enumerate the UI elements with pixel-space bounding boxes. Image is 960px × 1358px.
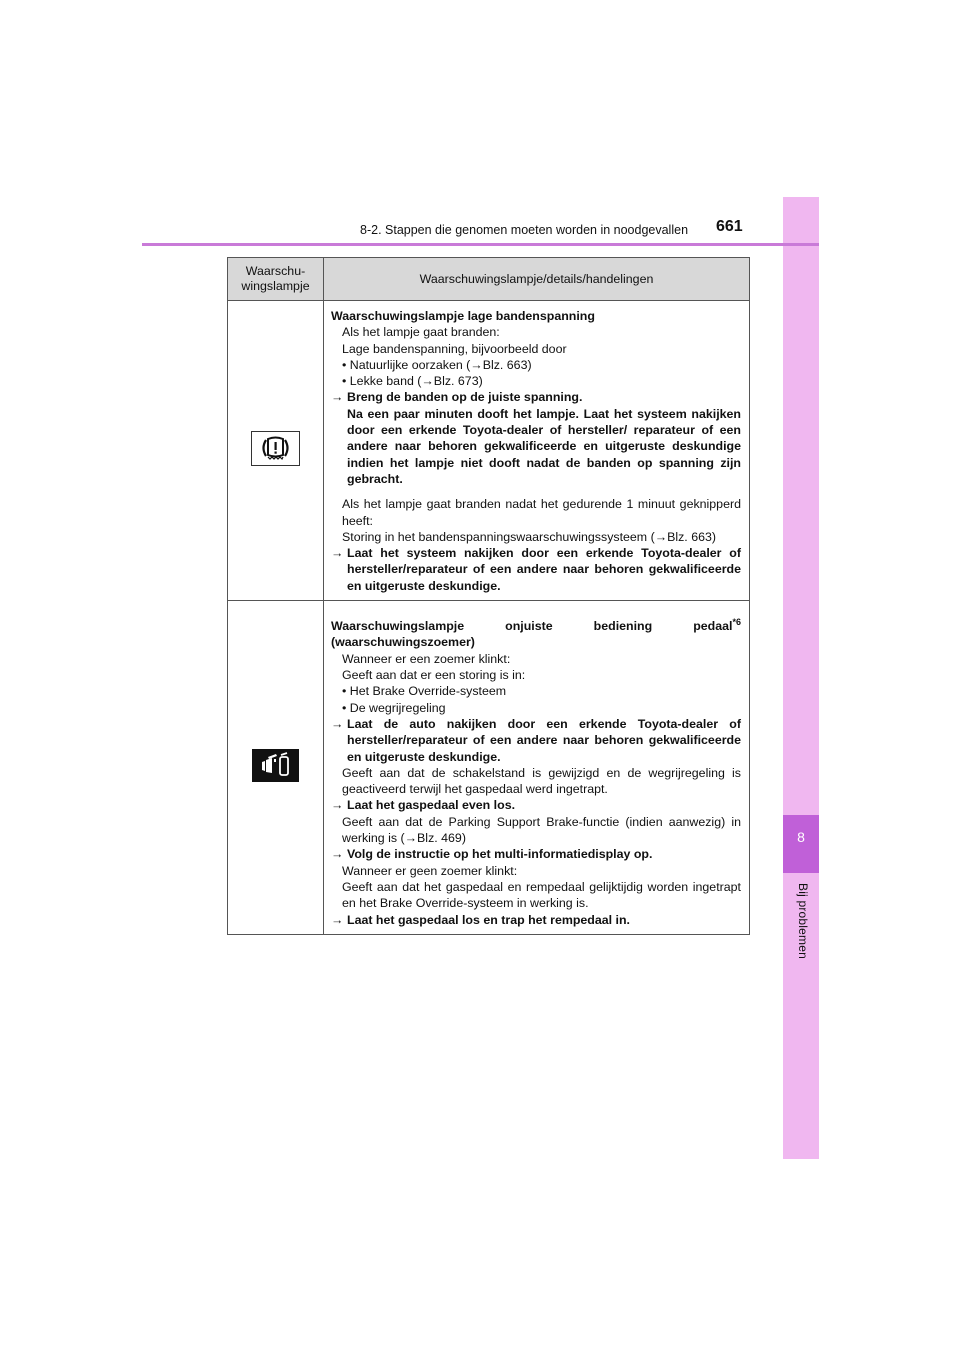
side-tab-number: 8 [797,829,805,845]
icon-cell [228,301,324,601]
bullet-item: • Natuurlijke oorzaken (→Blz. 663) [342,357,532,372]
col-header-light-line2: wingslampje [241,279,310,293]
action-text: Laat het gaspedaal even los. [347,798,516,813]
warning-light-table [227,257,750,935]
text-line: Wanneer er een zoemer klinkt: [342,651,511,666]
details-cell [324,301,750,601]
table-row [228,301,750,601]
side-tab-bar [783,197,819,1159]
table-row [228,601,750,935]
col-header-light [228,258,324,301]
arrow-icon: → [331,912,344,927]
header-divider [142,243,819,246]
side-tab-label: Bij problemen [796,883,810,959]
pedal-misoperation-icon [252,749,299,782]
tire-pressure-warning-icon [251,431,300,466]
text-line: Geeft aan dat de Parking Support Brake-functie (indien aanwezig) in werking is (→Blz. 469) [342,814,741,846]
text-line: Geeft aan dat het gaspedaal en rempedaal gelijktijdig worden ingetrapt en het Brake Override-systeem in werking is. [342,879,741,911]
action-item [331,912,741,928]
arrow-icon: → [331,546,344,561]
action-title: Breng de banden op de juiste spanning. [347,390,583,405]
col-header-details: Waarschuwingslampje/details/handelingen [324,258,750,301]
action-text [347,389,741,487]
action-detail: Na een paar minuten dooft het lampje. Laat het systeem nakijken door een erkende Toyota-dealer of hersteller/ reparateur of een andere naar behoren gekwalificeerde en uitgeruste deskundige indien het lampje niet dooft nadat de banden op spanning zijn gebracht. [347,406,741,486]
action-text: Laat het gaspedaal los en trap het rempedaal in. [347,912,631,927]
row-title [331,614,741,634]
bullet-item: • Het Brake Override-systeem [342,684,507,699]
text-line: Storing in het bandenspanningswaarschuwingssysteem (→Blz. 663) [342,529,716,544]
bullet-item: • Lekke band (→Blz. 673) [342,374,483,389]
action-item [331,545,741,594]
text-line: Lage bandenspanning, bijvoorbeeld door [342,341,567,356]
footnote-marker: *6 [732,617,741,628]
bullet-item: • De wegrijregeling [342,700,446,715]
action-item [331,846,741,862]
text-line: Geeft aan dat er een storing is in: [342,668,526,683]
text-line: Als het lampje gaat branden: [342,325,500,340]
row-title-text: Waarschuwingslampje onjuiste bediening pedaal [331,619,733,634]
row-title: Waarschuwingslampje lage bandenspanning [331,309,595,323]
action-text: Laat het systeem nakijken door een erkende Toyota-dealer of hersteller/reparateur of een andere naar behoren gekwalificeerde en uitgeruste deskundige. [347,546,741,593]
action-text: Laat de auto nakijken door een erkende Toyota-dealer of hersteller/reparateur of een andere naar behoren gekwalificeerde en uitgeruste deskundige. [347,716,741,764]
col-header-light-line1: Waarschu- [245,264,306,278]
spacer [331,487,741,496]
table-header-row [228,258,750,301]
arrow-icon: → [331,716,344,731]
details-cell [324,601,750,935]
arrow-icon: → [331,847,344,862]
action-text: Volg de instructie op het multi-informatiedisplay op. [347,847,653,862]
action-item [331,797,741,813]
arrow-icon: → [331,798,344,813]
row-subtitle: (waarschuwingszoemer) [331,635,475,650]
icon-cell [228,601,324,935]
page-number: 661 [716,218,743,235]
action-item [331,389,741,487]
arrow-icon: → [331,390,344,405]
action-item [331,716,741,765]
section-header: 8-2. Stappen die genomen moeten worden in noodgevallen [360,223,689,237]
text-line: Als het lampje gaat branden nadat het gedurende 1 minuut geknipperd heeft: [342,497,741,528]
text-line: Wanneer er geen zoemer klinkt: [342,863,518,878]
text-line: Geeft aan dat de schakelstand is gewijzigd en de wegrijregeling is geactiveerd terwijl het gaspedaal werd ingetrapt. [342,765,741,797]
